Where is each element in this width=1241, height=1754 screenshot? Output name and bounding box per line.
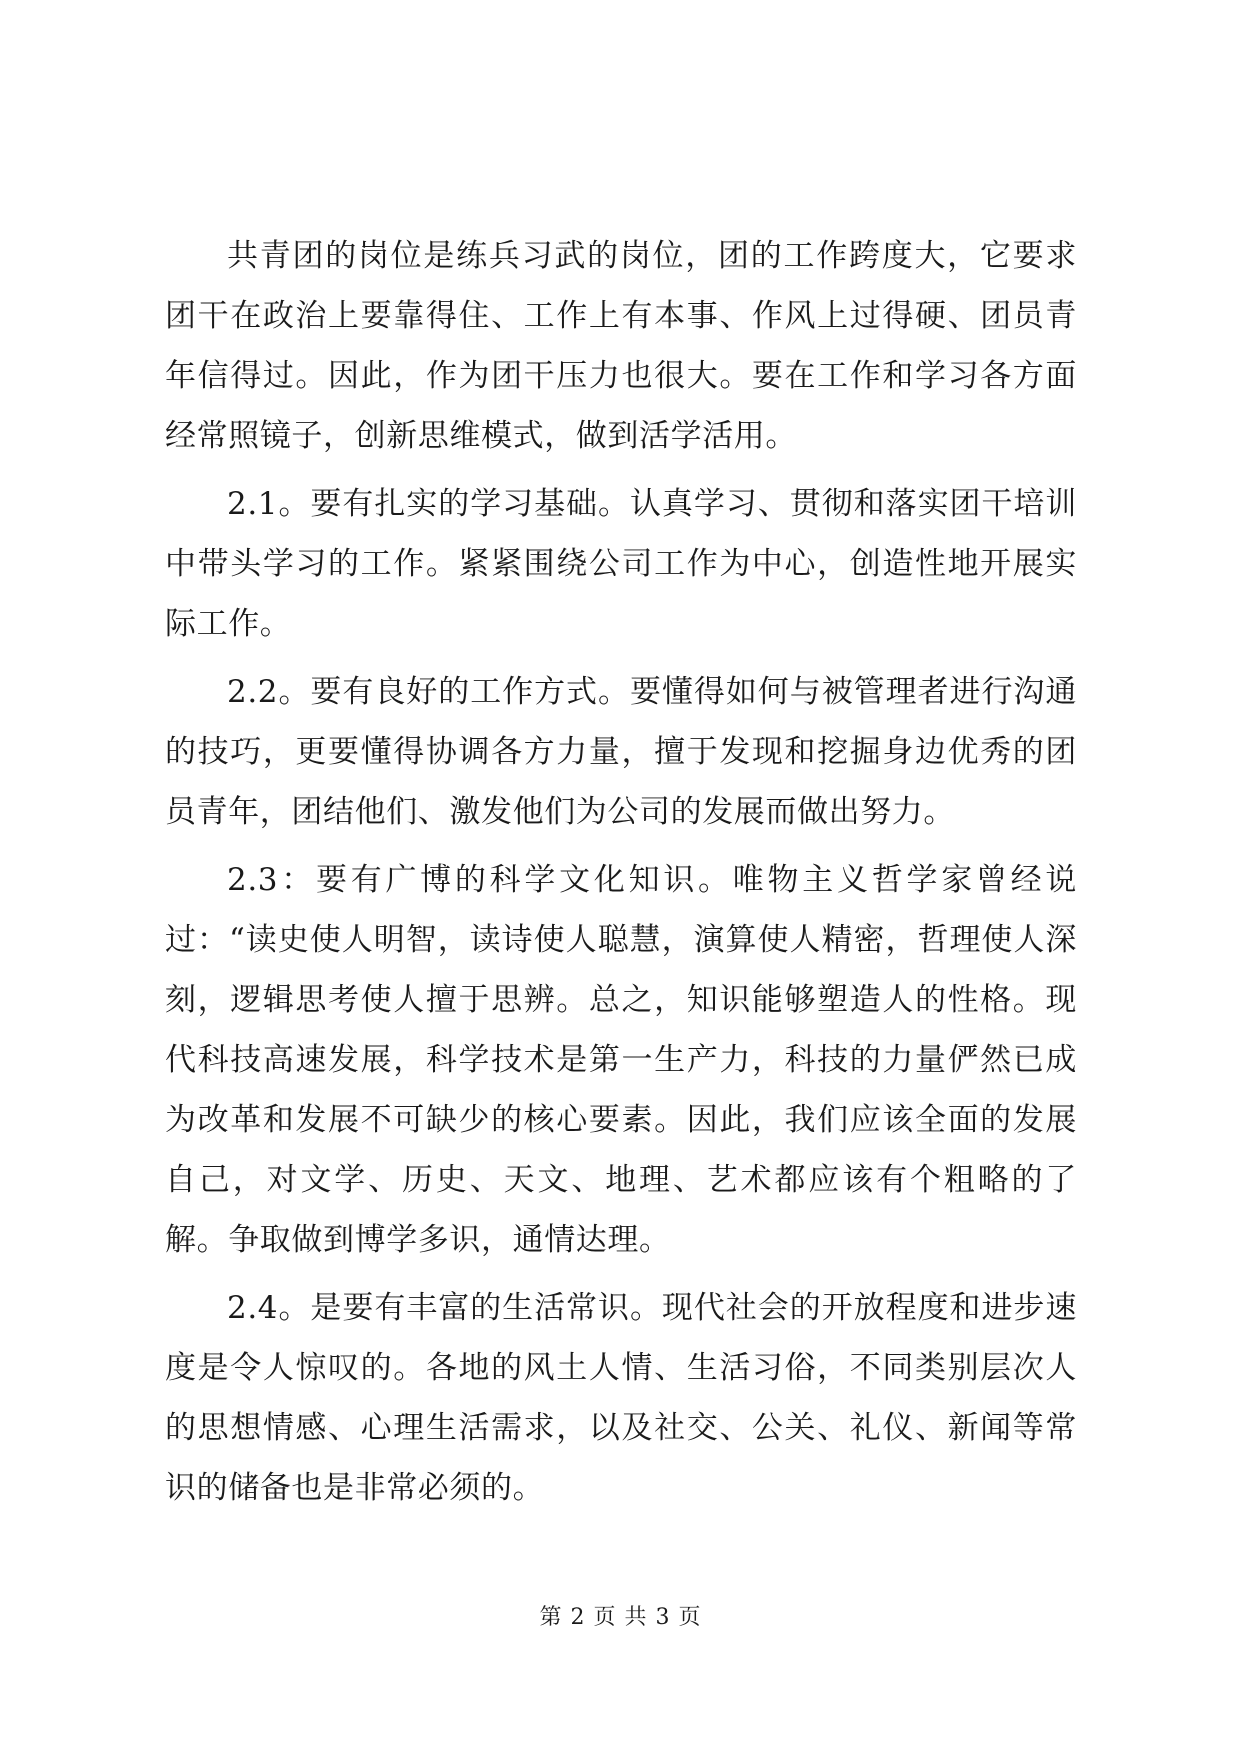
paragraph-intro: 共青团的岗位是练兵习武的岗位，团的工作跨度大，它要求团干在政治上要靠得住、工作上有本事、作风上过得硬、团员青年信得过。因此，作为团干压力也很大。要在工作和学习各方面经常照镜子，创新思维模式，做到活学活用。 [165, 238, 1077, 454]
paragraph-2-3: 2.3：要有广博的科学文化知识。唯物主义哲学家曾经说过：“读史使人明智，读诗使人聪慧，演算使人精密，哲理使人深刻，逻辑思考使人擅于思辨。总之，知识能够塑造人的性格。现代科技高速发展，科学技术是第一生产力，科技的力量俨然已成为改革和发展不可缺少的核心要素。因此，我们应该全面的发展自己，对文学、历史、天文、地理、艺术都应该有个粗略的了解。争取做到博学多识，通情达理。 [165, 862, 1077, 1258]
page-number-footer: 第 2 页 共 3 页 [539, 1605, 702, 1630]
paragraph-2-2: 2.2。要有良好的工作方式。要懂得如何与被管理者进行沟通的技巧，更要懂得协调各方力量，擅于发现和挖掘身边优秀的团员青年，团结他们、激发他们为公司的发展而做出努力。 [165, 674, 1077, 830]
document-body [165, 226, 1077, 1526]
paragraph-2-1: 2.1。要有扎实的学习基础。认真学习、贯彻和落实团干培训中带头学习的工作。紧紧围绕公司工作为中心，创造性地开展实际工作。 [165, 486, 1077, 642]
paragraph-2-4: 2.4。是要有丰富的生活常识。现代社会的开放程度和进步速度是令人惊叹的。各地的风土人情、生活习俗，不同类别层次人的思想情感、心理生活需求，以及社交、公关、礼仪、新闻等常识的储备也是非常必须的。 [165, 1290, 1077, 1506]
